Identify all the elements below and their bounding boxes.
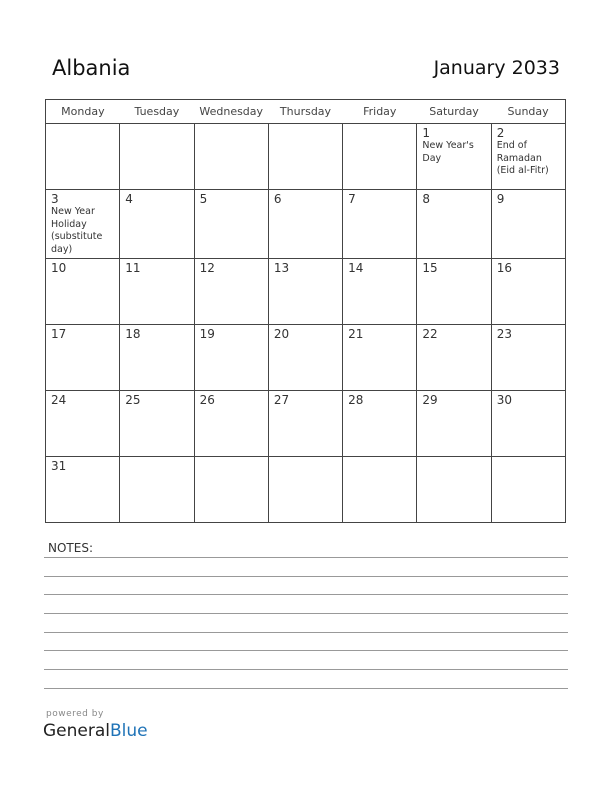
notes-line — [44, 688, 568, 689]
calendar-day-cell[interactable] — [491, 391, 565, 457]
notes-line — [44, 669, 568, 670]
notes-line — [44, 576, 568, 577]
calendar-day-cell[interactable] — [491, 325, 565, 391]
holiday-label: day) — [51, 243, 73, 255]
day-number: 14 — [348, 261, 364, 275]
holiday-label: End of — [496, 140, 527, 151]
weekday-tuesday: Tuesday — [120, 100, 194, 124]
holiday-label: (Eid al-Fitr) — [496, 165, 549, 176]
calendar-day-cell[interactable] — [343, 190, 417, 259]
calendar-day-cell[interactable] — [343, 457, 417, 523]
calendar-day-cell[interactable] — [417, 325, 491, 391]
calendar-day-cell[interactable] — [268, 124, 342, 190]
day-number: 2 — [496, 126, 505, 140]
day-number: 31 — [51, 459, 67, 473]
day-number: 27 — [273, 393, 290, 407]
calendar-day-cell[interactable] — [120, 190, 194, 259]
calendar-day-cell[interactable] — [46, 259, 120, 325]
calendar-day-cell[interactable] — [194, 325, 268, 391]
calendar-day-cell[interactable] — [268, 391, 342, 457]
calendar-day-cell[interactable] — [343, 259, 417, 325]
holiday-label: (substitute — [51, 231, 103, 242]
calendar-day-cell[interactable] — [120, 124, 194, 190]
day-number: 19 — [199, 327, 215, 341]
calendar-day-cell[interactable] — [491, 190, 565, 259]
holiday-label: New Year — [51, 206, 95, 217]
notes-line — [44, 632, 568, 633]
calendar-day-cell[interactable] — [417, 124, 491, 190]
day-number: 15 — [422, 261, 438, 275]
calendar-day-cell[interactable] — [268, 190, 342, 259]
day-number: 17 — [51, 327, 67, 341]
calendar-day-cell[interactable] — [46, 391, 120, 457]
day-number: 9 — [496, 192, 505, 206]
day-number: 18 — [125, 327, 141, 341]
day-number: 11 — [125, 261, 141, 275]
calendar-day-cell[interactable] — [268, 325, 342, 391]
calendar-day-cell[interactable] — [343, 124, 417, 190]
day-number: 24 — [51, 393, 67, 407]
notes-line — [44, 650, 568, 651]
calendar-day-cell[interactable] — [46, 124, 120, 190]
brand-general: General — [43, 721, 110, 741]
calendar-day-cell[interactable] — [194, 124, 268, 190]
month-title: January 2033 — [433, 57, 560, 79]
weekday-wednesday: Wednesday — [194, 100, 268, 124]
notes-line — [44, 557, 568, 558]
notes-label: NOTES: — [48, 541, 93, 555]
calendar-day-cell[interactable] — [417, 259, 491, 325]
day-number: 12 — [199, 261, 215, 275]
calendar-day-cell[interactable] — [46, 325, 120, 391]
weekday-monday: Monday — [46, 100, 120, 124]
brand-blue: Blue — [110, 721, 148, 741]
calendar-grid — [45, 99, 566, 523]
day-number: 30 — [496, 393, 512, 407]
calendar-week-row — [46, 457, 566, 523]
day-number: 20 — [273, 327, 290, 341]
day-number: 23 — [496, 327, 512, 341]
calendar-day-cell[interactable] — [46, 190, 120, 259]
powered-by-text: powered by — [46, 709, 104, 719]
brand-logo[interactable] — [43, 721, 148, 741]
calendar-day-cell[interactable] — [417, 457, 491, 523]
calendar-day-cell[interactable] — [120, 325, 194, 391]
day-number: 26 — [199, 393, 215, 407]
holiday-label: Holiday — [51, 218, 87, 230]
day-number: 21 — [348, 327, 364, 341]
day-number: 28 — [348, 393, 364, 407]
calendar-day-cell[interactable] — [343, 391, 417, 457]
weekday-sunday: Sunday — [491, 100, 565, 124]
calendar-day-cell[interactable] — [194, 259, 268, 325]
calendar-day-cell[interactable] — [46, 457, 120, 523]
country-title: Albania — [52, 56, 131, 80]
calendar-day-cell[interactable] — [120, 259, 194, 325]
notes-line — [44, 594, 568, 595]
calendar-day-cell[interactable] — [268, 259, 342, 325]
calendar-week-row — [46, 124, 566, 190]
day-number: 1 — [422, 126, 431, 140]
day-number: 8 — [422, 192, 431, 206]
holiday-label: Ramadan — [496, 152, 542, 164]
calendar-day-cell[interactable] — [343, 325, 417, 391]
day-number: 10 — [51, 261, 67, 275]
calendar-week-row — [46, 325, 566, 391]
calendar-week-row — [46, 259, 566, 325]
weekday-header-row — [46, 100, 566, 124]
day-number: 22 — [422, 327, 438, 341]
holiday-label: Day — [422, 152, 442, 164]
calendar-day-cell[interactable] — [194, 391, 268, 457]
calendar-day-cell[interactable] — [417, 391, 491, 457]
notes-line — [44, 613, 568, 614]
day-number: 25 — [125, 393, 141, 407]
day-number: 6 — [273, 192, 282, 206]
day-number: 7 — [348, 192, 356, 206]
day-number: 5 — [199, 192, 208, 206]
calendar-week-row — [46, 391, 566, 457]
weekday-saturday: Saturday — [417, 100, 491, 124]
calendar-day-cell[interactable] — [268, 457, 342, 523]
calendar-week-row — [46, 190, 566, 259]
weekday-friday: Friday — [343, 100, 417, 124]
calendar-day-cell[interactable] — [120, 457, 194, 523]
calendar-day-cell[interactable] — [491, 259, 565, 325]
calendar-day-cell[interactable] — [491, 457, 565, 523]
day-number: 3 — [51, 192, 59, 206]
calendar-day-cell[interactable] — [194, 457, 268, 523]
day-number: 29 — [422, 393, 438, 407]
calendar-day-cell[interactable] — [491, 124, 565, 190]
day-number: 4 — [125, 192, 133, 206]
day-number: 13 — [273, 261, 290, 275]
calendar-day-cell[interactable] — [417, 190, 491, 259]
holiday-label: New Year's — [422, 140, 474, 151]
calendar-day-cell[interactable] — [194, 190, 268, 259]
day-number: 16 — [496, 261, 512, 275]
weekday-thursday: Thursday — [268, 100, 342, 124]
calendar-day-cell[interactable] — [120, 391, 194, 457]
